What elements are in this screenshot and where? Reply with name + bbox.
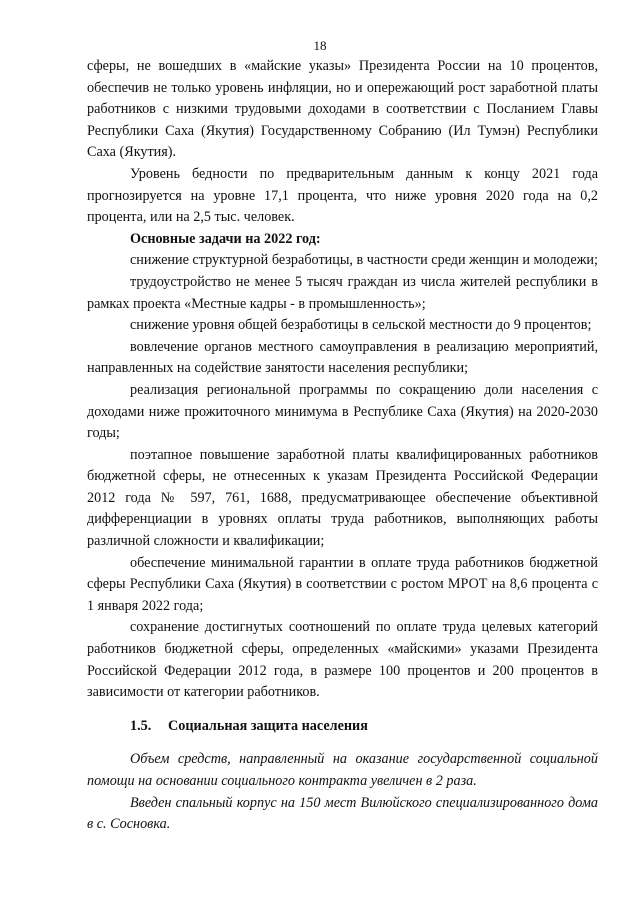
section-heading <box>87 716 598 738</box>
list-item: снижение структурной безработицы, в частности среди женщин и молодежи; <box>130 252 598 269</box>
list-item: трудоустройство не менее 5 тысяч граждан из числа жителей республики в рамках проекта «Местные кадры - в промышленность»; <box>87 273 598 312</box>
section-number: 1.5. <box>130 717 152 734</box>
list-item: поэтапное повышение заработной платы квалифицированных работников бюджетной сферы, не отнесенных к указам Президента Российской Федерации 2012 года № 597, 761, 1688, предусматривающее обеспечение объективной дифференциации в уровнях оплаты труда работников, выполняющих работы различной сложности и квалификации; <box>87 446 598 550</box>
list-item: снижение уровня общей безработицы в сельской местности до 9 процентов; <box>130 317 592 334</box>
paragraph-continued: сферы, не вошедших в «майские указы» Президента России на 10 процентов, обеспечив не только уровень инфляции, но и опережающий рост заработной платы работников с низкими трудовыми доходами в соответствии с Посланием Главы Республики Саха (Якутия) Государственному Собранию (Ил Тумэн) Республики Саха (Якутия). <box>87 58 598 161</box>
paragraph-poverty: Уровень бедности по предварительным данным к концу 2021 года прогнозируется на уровне 17,1 процента, что ниже уровня 2020 года на 0,2 процента, или на 2,5 тыс. человек. <box>87 165 598 226</box>
list-item: вовлечение органов местного самоуправления в реализацию мероприятий, направленных на содействие занятости населения республики; <box>87 338 598 377</box>
list-item: сохранение достигнутых соотношений по оплате труда целевых категорий работников бюджетной сферы, определенных «майскими» указами Президента Российской Федерации 2012 года, в размере 100 процентов и 200 процентов в зависимости от категории работников. <box>87 619 598 701</box>
italic-paragraph: Введен спальный корпус на 150 мест Вилюйского специализированного дома в с. Сосновка. <box>87 794 598 833</box>
list-item: обеспечение минимальной гарантии в оплате труда работников бюджетной сферы Республики Саха (Якутия) в соответствии с ростом МРОТ на 8,6 процента с 1 января 2022 года; <box>87 554 598 614</box>
tasks-list <box>87 250 598 703</box>
tasks-heading: Основные задачи на 2022 год: <box>130 230 321 247</box>
section-title: Социальная защита населения <box>168 717 368 734</box>
page-number: 18 <box>313 38 327 53</box>
body-text <box>87 56 598 836</box>
list-item: реализация региональной программы по сокращению доли населения с доходами ниже прожиточного минимума в Республике Саха (Якутия) на 2020-2030 годы; <box>87 381 598 442</box>
italic-paragraph: Объем средств, направленный на оказание государственной социальной помощи на основании социального контракта увеличен в 2 раза. <box>87 751 598 789</box>
